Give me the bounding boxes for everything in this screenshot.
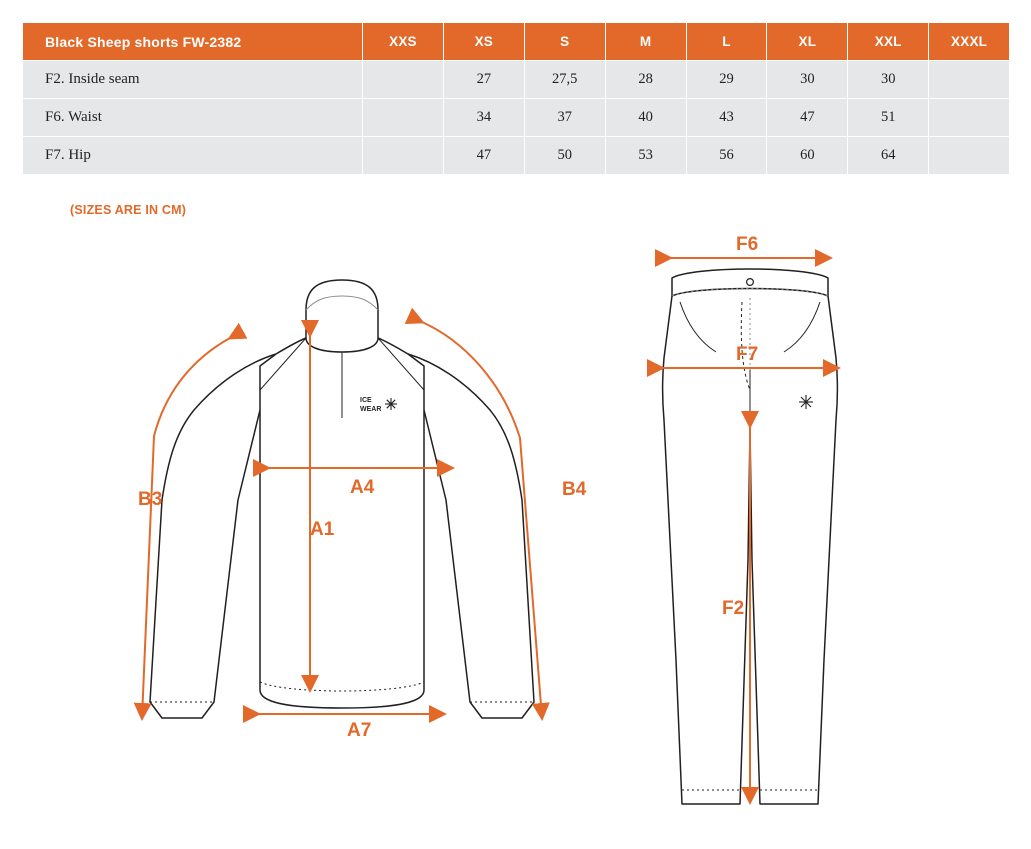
cell-hip-s: 50	[524, 137, 605, 175]
cell-waist-l: 43	[686, 99, 767, 137]
cell-hip-xl: 60	[767, 137, 848, 175]
cell-waist-s: 37	[524, 99, 605, 137]
size-header-xxxl: XXXL	[929, 23, 1010, 61]
size-header-l: L	[686, 23, 767, 61]
units-note: (SIZES ARE IN CM)	[70, 203, 187, 217]
table-header-row	[23, 23, 1010, 61]
label-f7: F7	[736, 344, 759, 365]
cell-inside-seam-xxl: 30	[848, 61, 929, 99]
size-header-xxl: XXL	[848, 23, 929, 61]
cell-hip-xxxl	[929, 137, 1010, 175]
cell-inside-seam-xl: 30	[767, 61, 848, 99]
cell-hip-xxs	[363, 137, 444, 175]
size-table-container	[22, 22, 1010, 175]
size-table-body	[23, 61, 1010, 175]
product-name-header: Black Sheep shorts FW-2382	[23, 23, 363, 61]
dimension-b3	[142, 338, 230, 718]
measure-label-hip: F7. Hip	[23, 137, 363, 175]
size-header-xl: XL	[767, 23, 848, 61]
cell-waist-xl: 47	[767, 99, 848, 137]
cell-waist-xxl: 51	[848, 99, 929, 137]
brand-logo-line1: ICE	[360, 397, 372, 404]
cell-hip-l: 56	[686, 137, 767, 175]
table-row	[23, 61, 1010, 99]
label-a7: A7	[347, 720, 372, 741]
cell-inside-seam-s: 27,5	[524, 61, 605, 99]
size-table-header	[23, 23, 1010, 61]
dimension-b4	[422, 322, 542, 718]
label-f6: F6	[736, 234, 759, 255]
cell-waist-m: 40	[605, 99, 686, 137]
half-zip-pullover-diagram	[110, 250, 610, 780]
measure-label-inside-seam: F2. Inside seam	[23, 61, 363, 99]
trousers-diagram	[600, 230, 900, 830]
table-row	[23, 99, 1010, 137]
cell-hip-xxl: 64	[848, 137, 929, 175]
cell-inside-seam-xs: 27	[443, 61, 524, 99]
cell-hip-xs: 47	[443, 137, 524, 175]
snowflake-icon	[799, 395, 813, 409]
cell-waist-xxs	[363, 99, 444, 137]
cell-waist-xxxl	[929, 99, 1010, 137]
table-row	[23, 137, 1010, 175]
measure-label-waist: F6. Waist	[23, 99, 363, 137]
label-b3: B3	[138, 489, 163, 510]
label-a1: A1	[310, 519, 335, 540]
cell-inside-seam-l: 29	[686, 61, 767, 99]
cell-inside-seam-xxs	[363, 61, 444, 99]
size-header-m: M	[605, 23, 686, 61]
snowflake-icon	[385, 398, 397, 410]
size-header-xs: XS	[443, 23, 524, 61]
cell-hip-m: 53	[605, 137, 686, 175]
size-header-s: S	[524, 23, 605, 61]
size-header-xxs: XXS	[363, 23, 444, 61]
brand-logo-line2: WEAR	[360, 406, 382, 413]
garment-outline	[150, 280, 534, 718]
size-table	[22, 22, 1010, 175]
label-f2: F2	[722, 598, 745, 619]
cell-inside-seam-m: 28	[605, 61, 686, 99]
label-a4: A4	[350, 477, 375, 498]
brand-logo	[360, 397, 397, 413]
cell-inside-seam-xxxl	[929, 61, 1010, 99]
label-b4: B4	[562, 479, 587, 500]
cell-waist-xs: 34	[443, 99, 524, 137]
